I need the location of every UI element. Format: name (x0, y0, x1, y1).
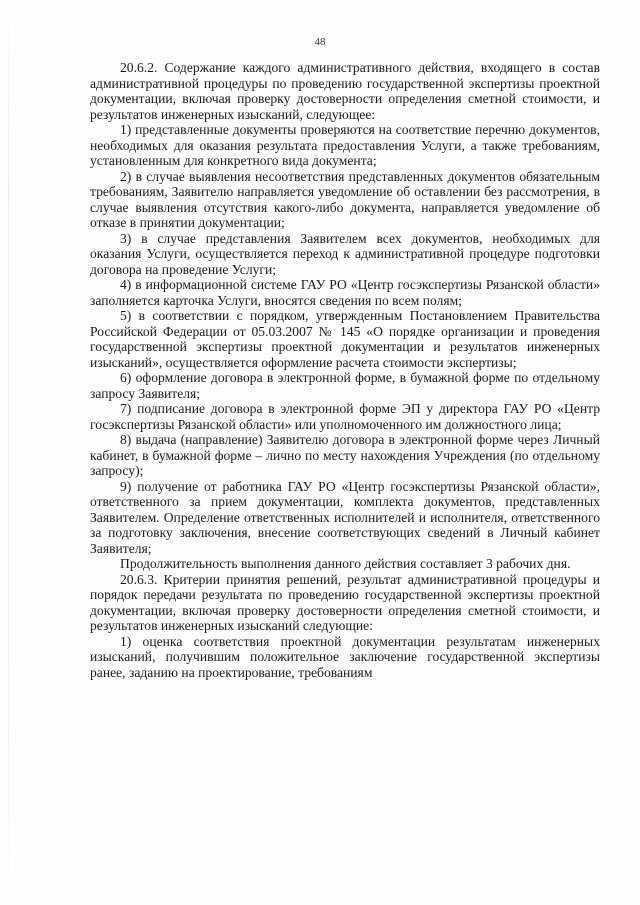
paragraph-20-6-3: 20.6.3. Критерии принятия решений, результат административной процедуры и порядок передачи результата по проведению государственной экспертизы проектной документации, включая проверку достоверности определения сметной стоимости, и результатов инженерных изысканий следующие: (90, 571, 600, 633)
list-item-1: 1) представленные документы проверяются на соответствие перечню документов, необходимых для оказания результата предоставления Услуги, а также требованиям, установленным для конкретного вида документа; (90, 122, 600, 168)
list-item-9: 9) получение от работника ГАУ РО «Центр госэкспертизы Рязанской области», ответственного за прием документации, комплекта документов, представленных Заявителем. Определение ответственных исполнителей и исполнителя, ответственного за подготовку заключения, внесение соответствующих сведений в Личный кабинет Заявителя; (90, 478, 600, 556)
criteria-item-1: 1) оценка соответствия проектной документации результатам инженерных изысканий, получившим положительное заключение государственной экспертизы ранее, заданию на проектирование, требованиям (90, 633, 600, 680)
list-item-5: 5) в соответствии с порядком, утвержденным Постановлением Правительства Российской Федерации от 05.03.2007 № 145 «О порядке организации и проведения государственной экспертизы проектной документации и результатов инженерных изысканий», осуществляется оформление расчета стоимости экспертизы; (90, 308, 600, 370)
list-item-8: 8) выдача (направление) Заявителю договора в электронной форме через Личный кабинет, в бумажной форме – лично по месту нахождения Учреждения (по отдельному запросу); (90, 432, 600, 478)
list-item-7: 7) подписание договора в электронной форме ЭП у директора ГАУ РО «Центр госэкспертизы Рязанской области» или уполномоченного им должностного лица; (90, 401, 600, 432)
list-item-4: 4) в информационной системе ГАУ РО «Центр госэкспертизы Рязанской области» заполняется карточка Услуги, вносятся сведения по всем полям; (90, 277, 600, 308)
list-item-2: 2) в случае выявления несоответствия представленных документов обязательным требованиям, Заявителю направляется уведомление об оставлении без рассмотрения, в случае выявления отсутствия какого-либо документа, направляется уведомление об отказе в принятии документации; (90, 168, 600, 230)
paragraph-20-6-2: 20.6.2. Содержание каждого административного действия, входящего в состав административной процедуры по проведению государственной экспертизы проектной документации, включая проверку достоверности определения сметной стоимости, и результатов инженерных изысканий, следующее: (90, 60, 600, 122)
list-item-6: 6) оформление договора в электронной форме, в бумажной форме по отдельному запросу Заявителя; (90, 370, 600, 401)
document-body (90, 60, 600, 680)
scan-edge-shadow (8, 0, 9, 905)
page-number: 48 (314, 36, 326, 48)
duration-paragraph: Продолжительность выполнения данного действия составляет 3 рабочих дня. (120, 556, 571, 571)
list-item-3: 3) в случае представления Заявителем всех документов, необходимых для оказания Услуги, осуществляется переход к административной процедуре подготовки договора на проведение Услуги; (90, 230, 600, 277)
